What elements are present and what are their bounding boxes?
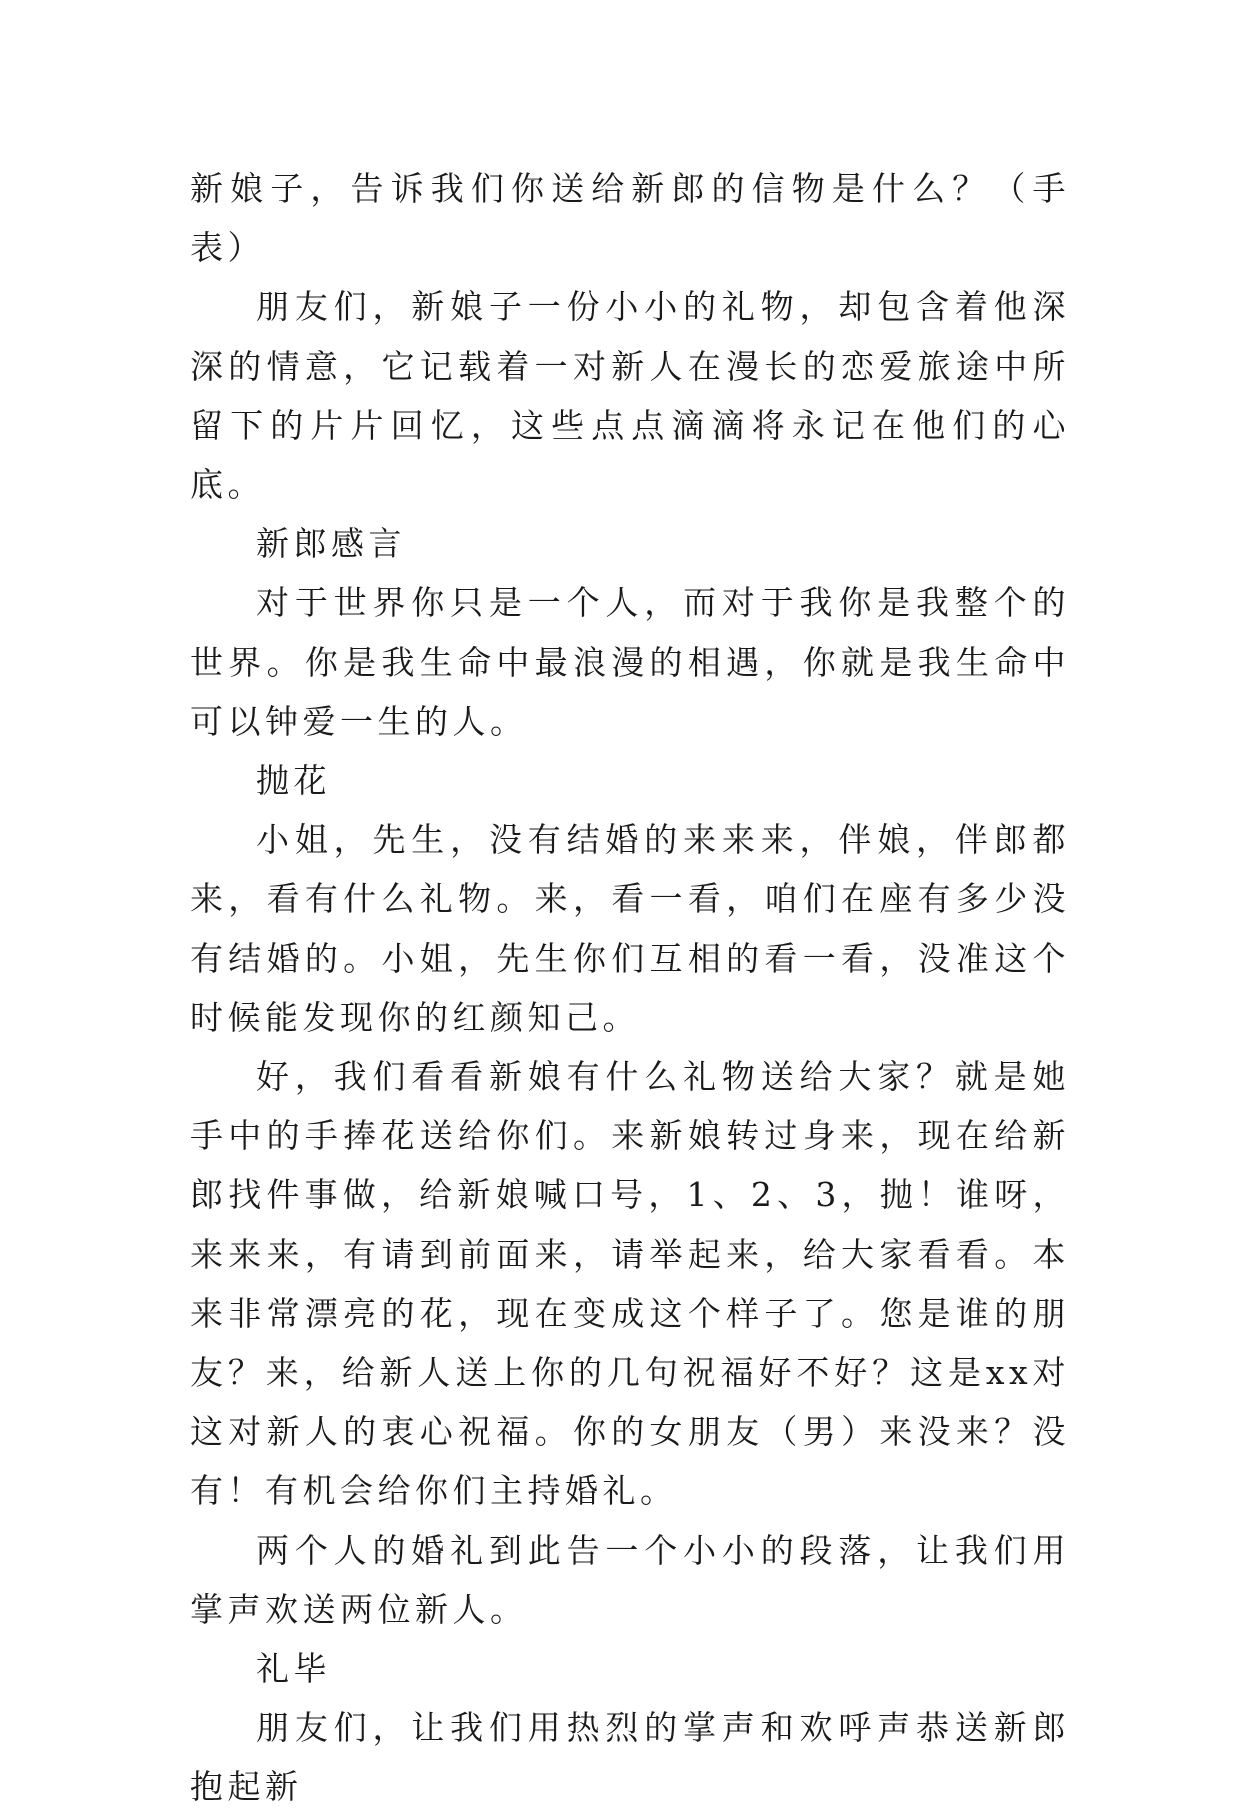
paragraph-send-off: 两个人的婚礼到此告一个小小的段落，让我们用掌声欢送两位新人。 [190, 1530, 1070, 1629]
paragraph-gift-meaning: 朋友们，新娘子一份小小的礼物，却包含着他深深的情意，它记载着一对新人在漫长的恋爱旅途中所留下的片片回忆，这些点点滴滴将永记在他们的心底。 [190, 287, 1070, 505]
document-body [190, 159, 1070, 1817]
paragraph-bouquet-toss: 好，我们看看新娘有什么礼物送给大家？就是她手中的手捧花送给你们。来新娘转过身来，现在给新郎找件事做，给新娘喊口号，1、2、3，抛！谁呀，来来来，有请到前面来，请举起来，给大家看看。本来非常漂亮的花，现在变成这个样子了。您是谁的朋友？来，给新人送上你的几句祝福好不好？这是xx对这对新人的衷心祝福。你的女朋友（男）来没来？没有！有机会给你们主持婚礼。 [190, 1057, 1070, 1511]
paragraph-gift-question: 新娘子，告诉我们你送给新郎的信物是什么？（手表） [190, 169, 1070, 268]
section-heading-bouquet-toss: 抛花 [256, 761, 331, 801]
paragraph-bouquet-invite: 小姐，先生，没有结婚的来来来，伴娘，伴郎都来，看有什么礼物。来，看一看，咱们在座有多少没有结婚的。小姐，先生你们互相的看一看，没准这个时候能发现你的红颜知己。 [190, 820, 1070, 1037]
paragraph-closing: 朋友们，让我们用热烈的掌声和欢呼声恭送新郎抱起新 [190, 1708, 1070, 1807]
paragraph-groom-speech: 对于世界你只是一个人，而对于我你是我整个的世界。你是我生命中最浪漫的相遇，你就是我生命中可以钟爱一生的人。 [190, 583, 1070, 741]
section-heading-ceremony-end: 礼毕 [256, 1649, 331, 1689]
section-heading-groom-speech: 新郎感言 [256, 524, 406, 564]
